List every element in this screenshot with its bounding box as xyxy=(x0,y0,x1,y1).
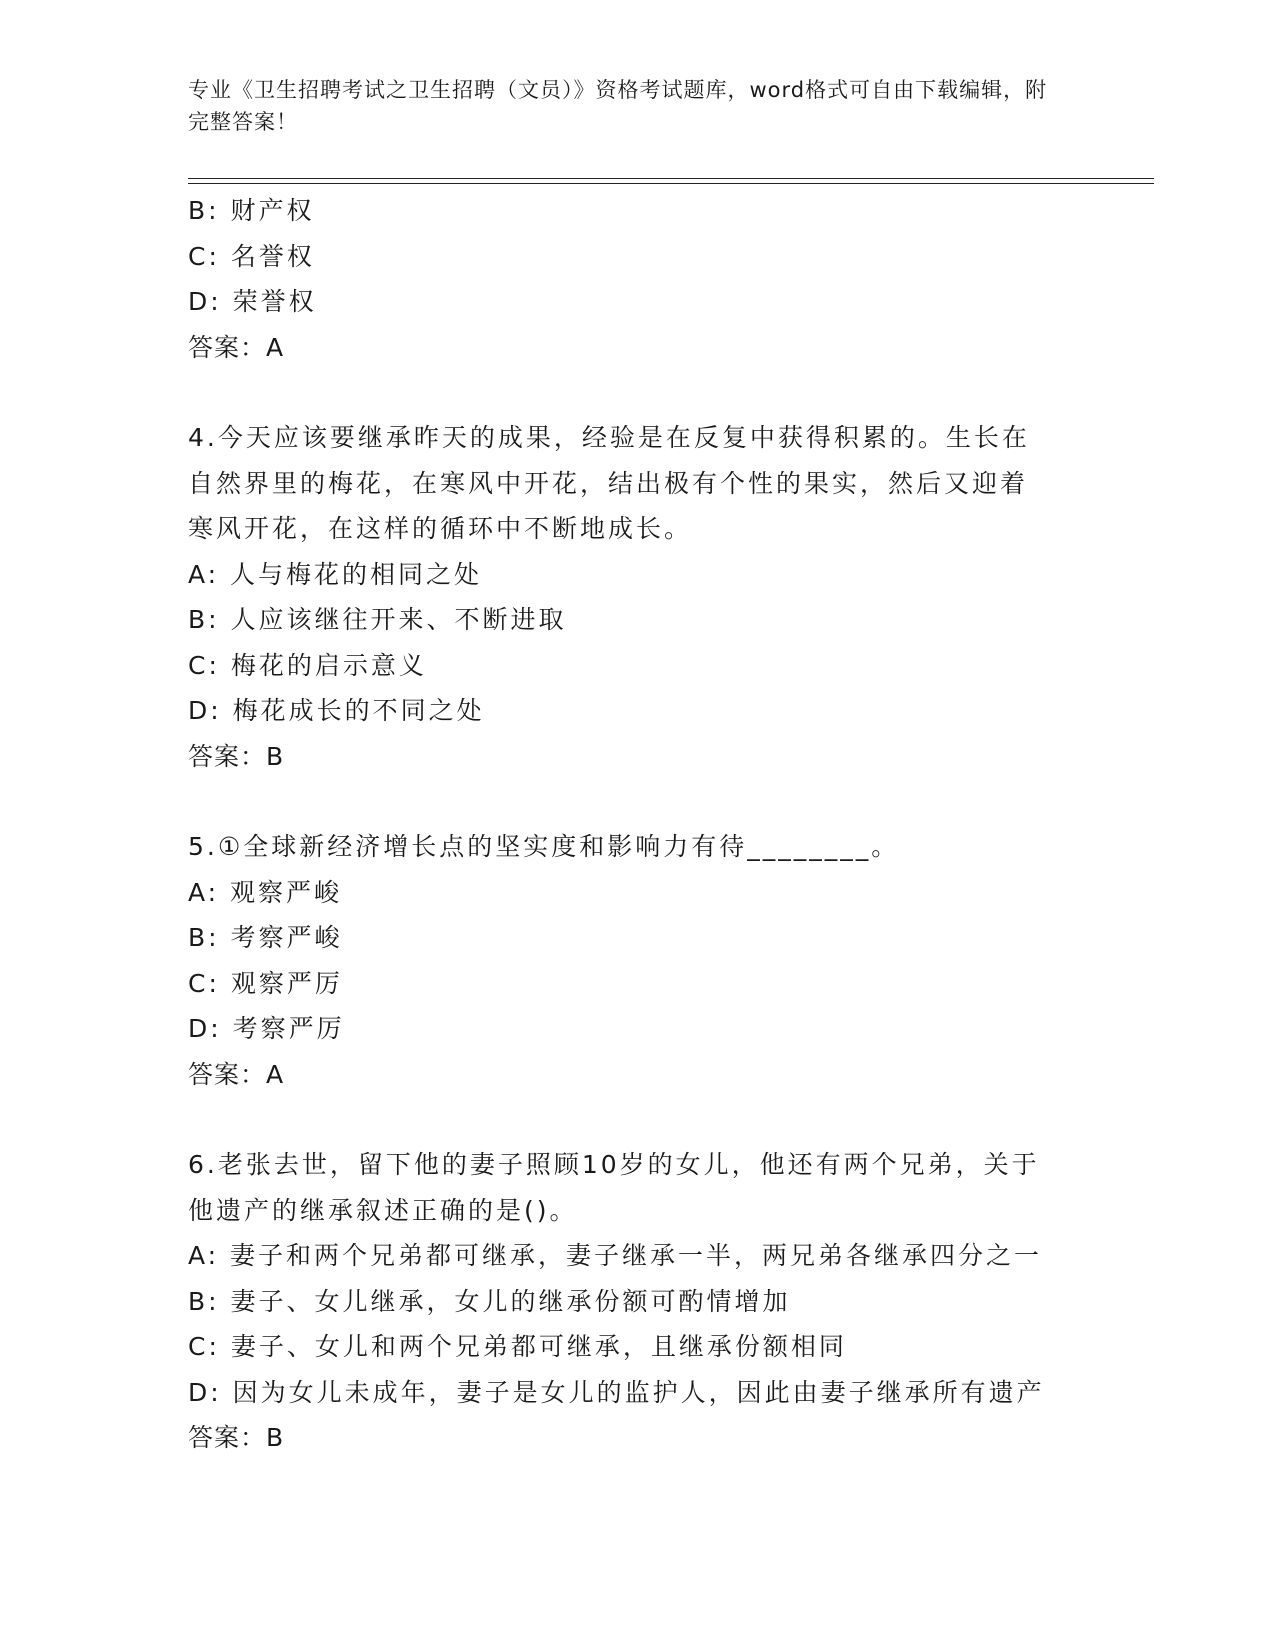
question-3 xyxy=(188,188,1088,370)
question-5 xyxy=(188,824,1088,1097)
option-b: B: 妻子、女儿继承，女儿的继承份额可酌情增加 xyxy=(188,1286,791,1316)
option-a: A: 观察严峻 xyxy=(188,877,343,907)
header-rule-top xyxy=(188,178,1154,179)
question-stem: 他遗产的继承叙述正确的是()。 xyxy=(188,1195,578,1225)
option-a: A: 妻子和两个兄弟都可继承，妻子继承一半，两兄弟各继承四分之一 xyxy=(188,1241,1043,1270)
option-d: D: 荣誉权 xyxy=(188,287,317,316)
option-c: C: 名誉权 xyxy=(188,241,315,271)
question-stem: 寒风开花，在这样的循环中不断地成长。 xyxy=(188,514,693,543)
header-rule-bottom xyxy=(188,183,1154,184)
answer: 答案：A xyxy=(188,1059,285,1089)
option-b: B: 财产权 xyxy=(188,196,315,225)
answer: 答案：A xyxy=(188,332,285,362)
option-a: A: 人与梅花的相同之处 xyxy=(188,559,483,589)
question-stem: 6.老张去世，留下他的妻子照顾10岁的女儿，他还有两个兄弟，关于 xyxy=(188,1150,1040,1179)
answer: 答案：B xyxy=(188,1423,285,1452)
option-c: C: 梅花的启示意义 xyxy=(188,650,427,680)
answer: 答案：B xyxy=(188,741,285,771)
question-stem: 5.①全球新经济增长点的坚实度和影响力有待________。 xyxy=(188,832,900,861)
option-d: D: 考察严厉 xyxy=(188,1014,345,1043)
option-c: C: 观察严厉 xyxy=(188,968,343,998)
question-content xyxy=(188,188,1088,1461)
document-header: 专业《卫生招聘考试之卫生招聘（文员）》资格考试题库，word格式可自由下载编辑，附完整答案！ xyxy=(188,78,1048,134)
option-d: D: 因为女儿未成年，妻子是女儿的监护人，因此由妻子继承所有遗产 xyxy=(188,1377,1045,1407)
question-4 xyxy=(188,415,1088,779)
option-b: B: 考察严峻 xyxy=(188,923,343,952)
option-d: D: 梅花成长的不同之处 xyxy=(188,696,485,725)
question-stem: 自然界里的梅花，在寒风中开花，结出极有个性的果实，然后又迎着 xyxy=(188,468,1029,498)
question-6 xyxy=(188,1142,1088,1461)
option-b: B: 人应该继往开来、不断进取 xyxy=(188,605,567,634)
option-c: C: 妻子、女儿和两个兄弟都可继承，且继承份额相同 xyxy=(188,1332,847,1361)
question-stem: 4.今天应该要继承昨天的成果，经验是在反复中获得积累的。生长在 xyxy=(188,423,1030,452)
